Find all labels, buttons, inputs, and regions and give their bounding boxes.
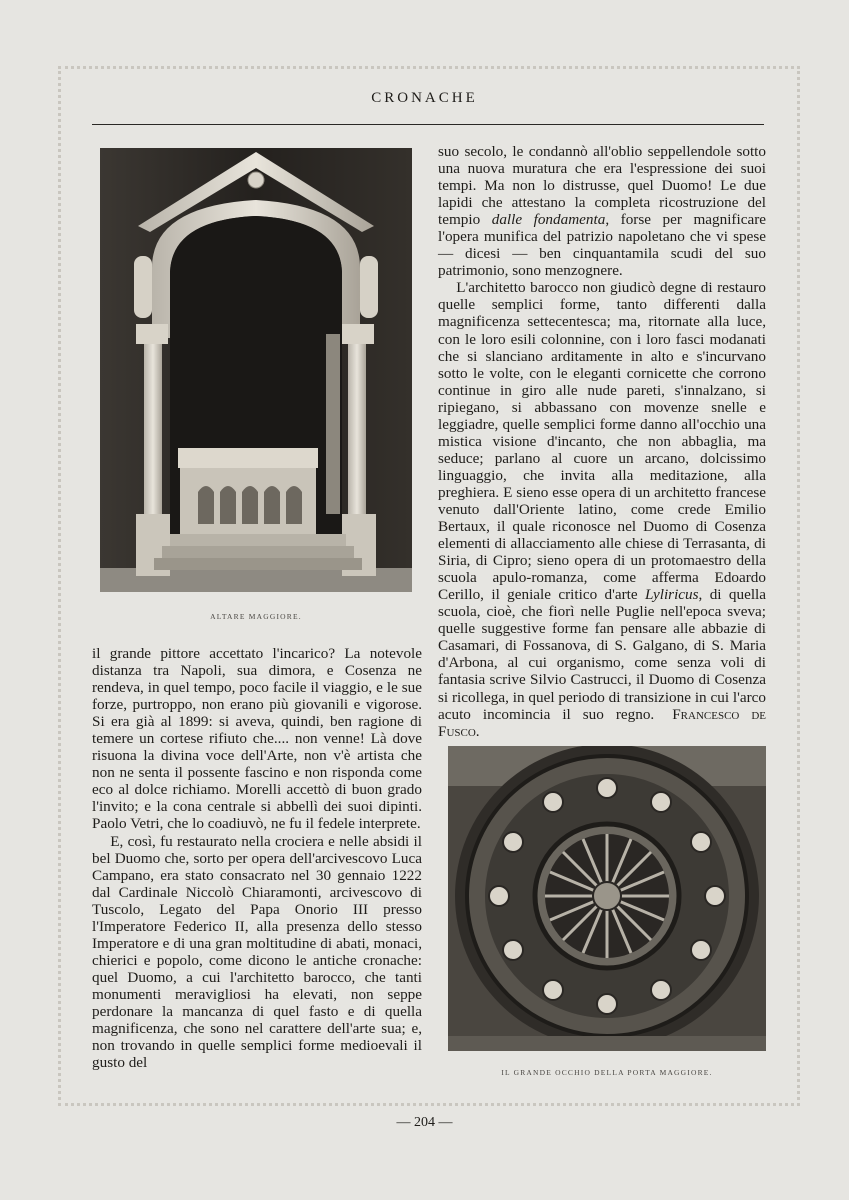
left-paragraph-1: il grande pittore accettato l'incarico? La notevole distanza tra Napoli, sua dimora, e Cosenza ne rendeva, in quel tempo, poco facile il viaggio, e le sue forze, purtroppo, non erano più giovanili e vigorose. Si era già al 1899: si aveva, quindi, ben ragione di temere un cortese rifiuto che.... non venne! Là dove risuona la divina voce dell'Arte, non v'è artista che non ne senta il possente fascino e non risponda come eco al dolce richiamo. Morelli accettò di buon grado l'invito; e la cona centrale si abbellì dei suoi dipinti. Paolo Vetri, che lo coadiuvò, ne fu il fedele interprete. [92, 645, 422, 833]
running-head: CRONACHE [371, 90, 478, 106]
altar-photograph-icon [100, 148, 412, 592]
right-paragraph-1: suo secolo, le condannò all'oblio seppellendole sotto una nuova muratura che era l'espressione dei suoi tempi. Ma non lo distrusse, quel Duomo! Le due lapidi che attestano la completa ricostruzione del tempio dalle fondamenta, forse per magnificare l'opera munifica del patrizio napoletano che vi spese — dicesi — ben cinquantamila scudi del suo patrimonio, sono menzognere. [438, 143, 766, 280]
right-column [438, 143, 766, 740]
author-signature: Francesco de Fusco. [438, 705, 766, 740]
left-paragraph-2: E, così, fu restaurato nella crociera e nelle absidi il bel Duomo che, sorto per opera dell'arcivescovo Luca Campano, era stato consacrato nel 30 gennaio 1222 dal Cardinale Niccolò Chiaramonti, arcivescovo di Tuscolo, Legato del Papa Onorio III presso l'Imperatore Federico II, alla presenza dello stesso Imperatore e di una gran moltitudine di abati, monaci, chierici e popolo, come dicono le antiche cronache: quel Duomo, a cui l'architetto barocco, che tanti monumenti meravigliosi ha elevati, non seppe perdonare la mancanza di quel fasto e di quella magnificenza, che sono nel carattere dell'arte sua; e, non trovando in quelle semplici forme medioevali il gusto del [92, 832, 422, 1072]
right-paragraph-2: L'architetto barocco non giudicò degne di restauro quelle semplici forme, tanto differenti dalla magnificenza settecentesca; ma, ritornate alla luce, con le loro esili colonnine, con i loro fasci modanati che si slanciano arditamente in alto e s'incurvano sotto le volte, con le eleganti cornicette che corrono continue in giro alle nude pareti, s'innalzano, si ripiegano, si abbassano con movenze snelle e leggiadre, quelle semplici forme danno all'occhio una mistica visione d'incanto, che non abbaglia, ma seduce; parlano al cuore un arcano, dolcissimo linguaggio, che invita alla meditazione, alla preghiera. E sieno esse opera di un architetto francese venuto dall'Oriente latino, come crede Emilio Bertaux, il quale riconosce nel Duomo di Cosenza elementi di allacciamento alle chiese di Terrasanta, di Siria, di Cipro; sieno opera di un protomaestro della scuola apulo-romanza, come afferma Edoardo Cerillo, il geniale critico d'arte Lyliricus, di quella scuola, cioè, che fiorì nelle Puglie nell'epoca sveva; quelle suggestive forme fan pensare alle abbazie di Casamari, di Fossanova, di S. Galgano, di S. Maria d'Arbona, al cui organismo, come senza voli di fantasia scrive Silvio Castrucci, il Duomo di Cosenza si ricollega, in quel periodo di transizione in cui l'arco acuto incomincia il suo regno. Francesco de Fusco. [438, 279, 766, 740]
page-number: — 204 — [396, 1115, 453, 1130]
header-rule [92, 124, 764, 125]
left-column [92, 645, 422, 1071]
altar-caption: ALTARE MAGGIORE. [210, 612, 302, 621]
rose-window-photograph-icon [448, 746, 766, 1051]
rose-window-caption: IL GRANDE OCCHIO DELLA PORTA MAGGIORE. [501, 1068, 713, 1077]
